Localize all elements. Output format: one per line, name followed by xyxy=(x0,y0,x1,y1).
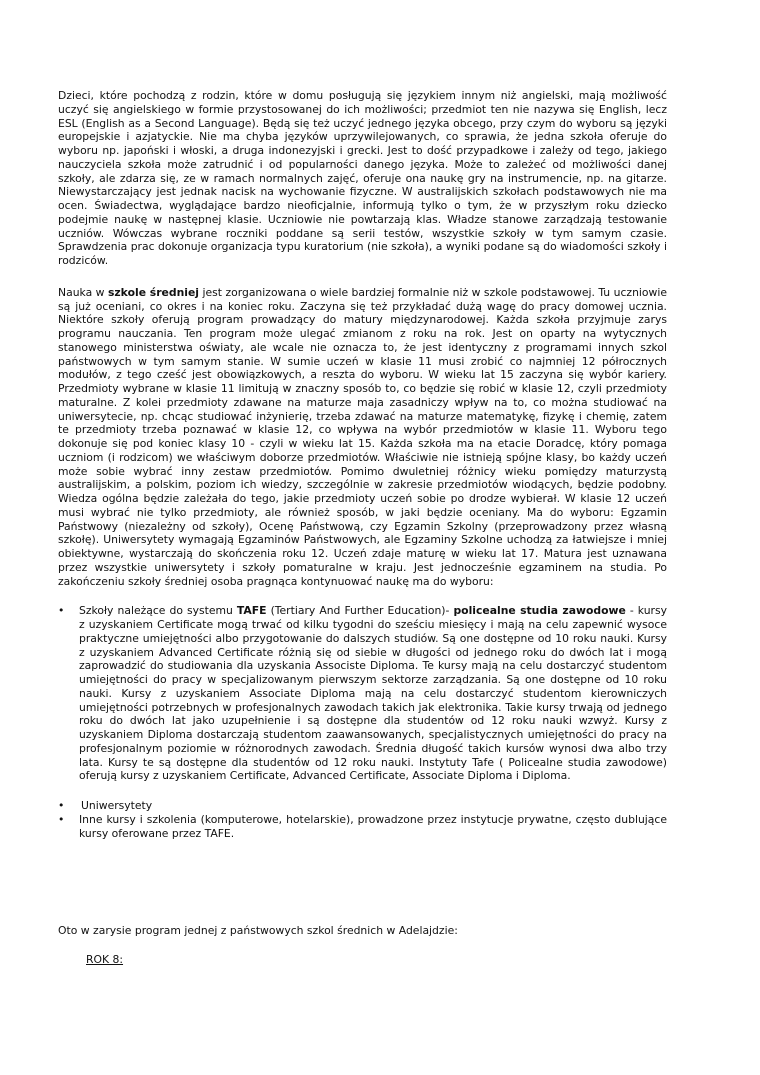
list-item-text: Inne kursy i szkolenia (komputerowe, hotelarskie), prowadzone przez instytucje prywatne, często dublujące kursy oferowane przez TAFE. xyxy=(79,812,667,840)
list-text: (Tertiary And Further Education)- xyxy=(266,604,454,618)
list-text: - kursy z uzyskaniem Certificate mogą trwać od kilku tygodni do sześciu miesięcy i mają na celu zapewnić wysoce praktyczne umiejętności albo przygotowanie do dalszych studiów. Są one dostępne od 10 roku nauki. Kursy z uzyskaniem Advanced Certificate różnią się od siebie w długości od jednego roku do dwóch lat i mogą zaprowadzić do studiowania dla uzyskania Associste Diploma. Te kursy mają na celu dostarczyć studentom umiejętności do pracy w specjalizowanym pierwszym sektorze zarządzania. Są one dostępne od 10 roku nauki. Kursy z uzyskaniem Associate Diploma mają na celu dostarczyć studentom kierowniczych umiejętności potrzebnych w profesjonalnych zawodach takich jak elektronika. Takie kursy trwają od jednego roku do dwóch lat jako uzupełnienie i są dostępne dla studentów od 12 roku nauki wzwyż. Kursy z uzyskaniem Diploma dostarczają studentom zaawansowanych, specjalistycznych umiejętności do pracy na profesjonalnym poziomie w różnorodnych zawodach. Średnia długość takich kursów wynosi dwa albo trzy lata. Kursy te są dostępne dla studentów od 12 roku nauki. Instytuty Tafe ( Policealne studia zawodowe) oferują kursy z uzyskaniem Certificate, Advanced Certificate, Associate Diploma i Diploma. xyxy=(79,604,668,783)
bold-term-tafe: TAFE xyxy=(236,604,267,618)
list-item-universities xyxy=(58,799,667,813)
list-text: Szkoły należące do systemu xyxy=(79,604,237,618)
bold-term-secondary-school: szkole średniej xyxy=(107,285,200,299)
bullet-icon: • xyxy=(58,604,65,618)
year-8-heading: ROK 8: xyxy=(86,953,124,967)
paragraph-text: Nauka w xyxy=(58,285,108,299)
bold-term-vocational: policealne studia zawodowe xyxy=(453,604,626,618)
list-item-other-courses xyxy=(58,813,667,841)
paragraph-primary-school: Dzieci, które pochodzą z rodzin, które w domu posługują się językiem innym niż angielski, mają możliwość uczyć się angielskiego w formie przystosowanej do ich możliwości; przedmiot ten nie nazywa się English, lecz ESL (English as a Second Language). Będą się też uczyć jednego języka obcego, przy czym do wyboru są języki europejskie i azjatyckie. Nie ma chyba języków uprzywilejowanych, co sprawia, że jedna szkoła oferuje do wyboru np. japoński i włoski, a druga indonezyjski i grecki. Jest to dość przypadkowe i zależy od tego, jakiego nauczyciela szkoła może zatrudnić i od popularności danego języka. Może to zależeć od możliwości danej szkoły, ale zdarza się, ze w ramach normalnych zajęć, oferuje ona naukę gry na instrumencie, np. na gitarze. Niewystarczający jest jednak nacisk na wychowanie fizyczne. W australijskich szkołach podstawowych nie ma ocen. Świadectwa, wyglądające bardzo nieoficjalnie, informują tylko o tym, że w przyszłym roku dziecko podejmie naukę w następnej klasie. Uczniowie nie powtarzają klas. Władze stanowe zarządzają testowanie uczniów. Wówczas wybrane roczniki poddane są serii testów, wszystkie szkoły w tym samym czasie. Sprawdzenia prac dokonuje organizacja typu kuratorium (nie szkoła), a wyniki podane są do wiadomości szkoły i rodziców. xyxy=(58,89,667,267)
list-item-text: Uniwersytety xyxy=(81,799,153,812)
paragraph-text: jest zorganizowana o wiele bardziej formalnie niż w szkole podstawowej. Tu uczniowie są już oceniani, co okres i na koniec roku. Zaczyna się też przykładać dużą wagę do pracy domowej ucznia. Niektóre szkoły oferują program prowadzący do matury międzynarodowej. Każda szkoła przyjmuje zarys programu nauczania. Ten program może ulegać zmianom z roku na rok. Jest on oparty na wytycznych stanowego ministerstwa oświaty, ale wcale nie oznacza to, że jest identyczny z programami innych szkol państwowych w tym samym stanie. W sumie uczeń w klasie 11 musi zrobić co najmniej 12 półrocznych modułów, z tego cześć jest obowiązkowych, a reszta do wyboru. W wieku lat 15 zaczyna się wybór kariery. Przedmioty wybrane w klasie 11 limitują w znaczny sposób to, co będzie się robić w klasie 12, czyli przedmioty maturalne. Z kolei przedmioty zdawane na maturze maja zasadniczy wpływ na to, co można studiować na uniwersytecie, np. chcąc studiować inżynierię, trzeba zdawać na maturze matematykę, fizykę i chemię, zatem te przedmioty trzeba poznawać w klasie 12, co wpływa na wybór przedmiotów w klasie 11. Wyboru tego dokonuje się pod koniec klasy 10 - czyli w wieku lat 15. Każda szkoła ma na etacie Doradcę, który pomaga uczniom (i rodzicom) we właściwym doborze przedmiotów. Właściwie nie istnieją spójne klasy, bo każdy uczeń może sobie wybrać inny zestaw przedmiotów. Pomimo dwuletniej różnicy wieku pomiędzy maturzystą australijskim, a polskim, poziom ich wiedzy, szczególnie w zakresie przedmiotów wiodących, będzie podobny. Wiedza ogólna będzie zależała do tego, jakie przedmioty uczeń sobie po drodze wybierał. W klasie 12 uczeń musi wybrać nie tylko przedmioty, ale również sposób, w jaki będzie oceniany. Ma do wyboru: Egzamin Państwowy (niezależny od szkoły), Ocenę Państwową, czy Egzamin Szkolny (przeprowadzony przez własną szkołę). Uniwersytety wymagają Egzaminów Państwowych, ale Egzaminy Szkolne uchodzą za łatwiejsze i mniej obiektywne, wystarczają do skończenia roku 12. Uczeń zdaje maturę w wieku lat 17. Matura jest uznawana przez wszystkie uniwersytety i szkoły pomaturalne w kraju. Jest jednocześnie egzaminem na studia. Po zakończeniu szkoły średniej osoba pragnąca kontynuować naukę ma do wyboru: xyxy=(58,285,667,588)
bullet-icon: • xyxy=(58,799,65,812)
paragraph-secondary-school xyxy=(58,286,667,589)
document-page xyxy=(58,89,667,966)
outline-heading: Oto w zarysie program jednej z państwowych szkol średnich w Adelajdzie: xyxy=(58,924,458,938)
list-item-tafe xyxy=(58,604,667,783)
list-item-text xyxy=(79,604,667,783)
bullet-icon: • xyxy=(58,812,65,826)
